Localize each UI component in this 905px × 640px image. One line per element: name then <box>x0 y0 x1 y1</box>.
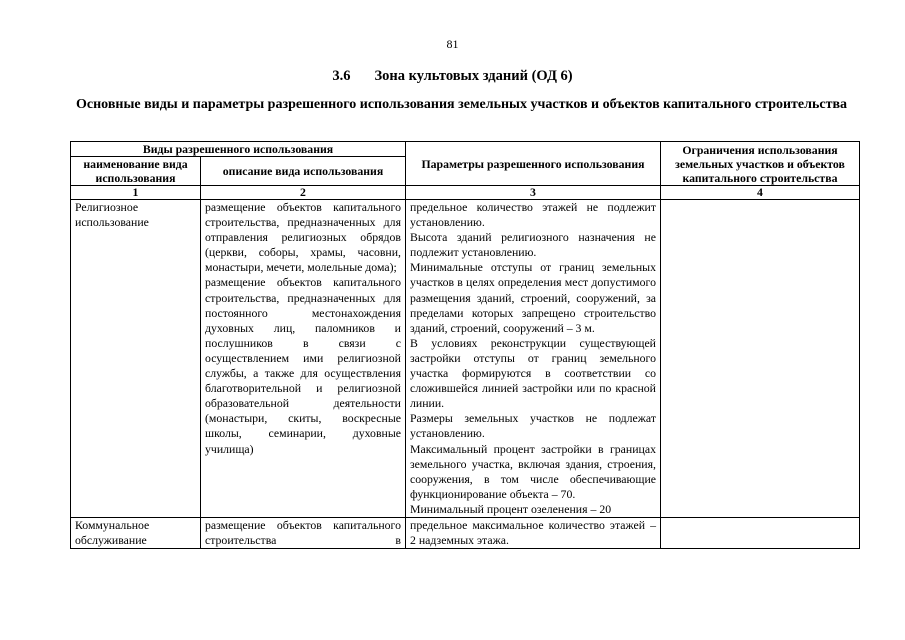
section-title-text: Зона культовых зданий (ОД 6) <box>374 68 573 84</box>
parameter-paragraph: В условиях реконструкции существующей застройки отступы от границ земельного участка формируются в соответствии со сложившейся линией застройки или по красной линии. <box>410 335 656 411</box>
header-group-label: Виды разрешенного использования <box>71 142 406 157</box>
parameter-paragraph: Максимальный процент застройки в границах земельного участка, включая здания, строения, сооружения, в том числе обеспечивающие функционирование объекта – 70. <box>410 441 656 501</box>
table-row <box>71 517 860 548</box>
use-name: Религиозное использование <box>71 200 201 518</box>
header-name: наименование вида использования <box>71 157 201 186</box>
section-number: 3.6 <box>332 68 351 84</box>
use-name: Коммунальное обслуживание <box>71 517 201 548</box>
column-number-row <box>71 186 860 200</box>
column-number: 3 <box>406 186 661 200</box>
parameter-paragraph: предельное максимальное количество этажей – 2 надземных этажа. <box>410 517 656 548</box>
use-parameters <box>406 200 661 518</box>
column-number: 1 <box>71 186 201 200</box>
table-row <box>71 200 860 518</box>
use-parameters <box>406 517 661 548</box>
column-number: 2 <box>201 186 406 200</box>
parameter-paragraph: Высота зданий религиозного назначения не подлежит установлению. <box>410 230 656 260</box>
page-number: 81 <box>446 37 459 51</box>
description-paragraph: размещение объектов капитального строительства, предназначенных для постоянного местонахождения духовных лиц, паломников и послушников в связи с осуществлением ими религиозной службы, а также для осуществления благотворительной и религиозной образовательной деятельности (монастыри, скиты, воскресные школы, семинарии, духовные училища) <box>205 275 401 456</box>
parameter-paragraph: Минимальные отступы от границ земельных участков в целях определения мест допустимого размещения зданий, строений, сооружений, за пределами которых запрещено строительство зданий, строений, сооружений – 3 м. <box>410 260 656 335</box>
use-restrictions <box>661 517 860 548</box>
header-parameters: Параметры разрешенного использования <box>406 142 661 186</box>
subtitle: Основные виды и параметры разрешенного использования земельных участков и объектов капитального строительства <box>76 97 848 112</box>
parameter-paragraph: предельное количество этажей не подлежит установлению. <box>410 200 656 230</box>
use-restrictions <box>661 200 860 518</box>
use-description <box>201 517 406 548</box>
header-description: описание вида использования <box>201 157 406 186</box>
parameter-paragraph: Размеры земельных участков не подлежат установлению. <box>410 411 656 441</box>
column-number: 4 <box>661 186 860 200</box>
description-paragraph: размещение объектов капитального строительства, предназначенных для отправления религиозных обрядов (церкви, соборы, храмы, часовни, монастыри, мечети, молельные дома); <box>205 200 401 275</box>
table-header-row-1 <box>71 142 860 157</box>
description-paragraph: размещение объектов капитального строительства в <box>205 517 401 548</box>
zoning-table <box>70 141 860 549</box>
section-title <box>0 68 905 85</box>
parameter-paragraph: Минимальный процент озеленения – 20 <box>410 501 612 516</box>
header-restrictions: Ограничения использования земельных участков и объектов капитального строительства <box>661 142 860 186</box>
use-description <box>201 200 406 518</box>
